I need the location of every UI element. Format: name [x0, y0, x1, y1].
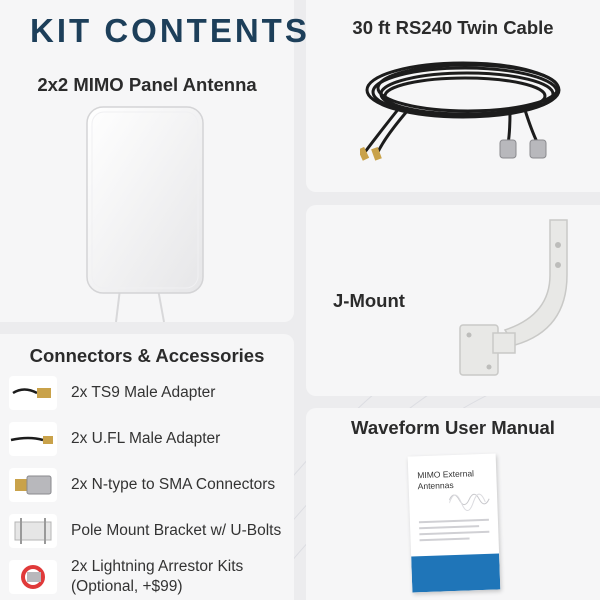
accessory-item-pole-mount [0, 511, 294, 551]
antenna-title: 2x2 MIMO Panel Antenna [37, 74, 257, 95]
accessory-label-line2: (Optional, +$99) [71, 578, 183, 595]
j-mount-image [455, 215, 580, 385]
manual-book-title-line1: MIMO External [417, 468, 475, 481]
accessory-label: 2x N-type to SMA Connectors [71, 476, 276, 493]
accessories-title: Connectors & Accessories [29, 345, 265, 366]
panel-antenna-image [80, 104, 210, 324]
user-manual-image [408, 454, 501, 593]
ufl-adapter-icon [9, 422, 57, 456]
manual-book-title-line2: Antennas [417, 479, 454, 492]
accessory-label-line1: 2x Lightning Arrestor Kits [71, 558, 244, 575]
accessory-label: Pole Mount Bracket w/ U-Bolts [71, 522, 282, 539]
pole-mount-bracket-icon [9, 514, 57, 548]
accessory-label: 2x U.FL Male Adapter [71, 430, 221, 447]
manual-title: Waveform User Manual [351, 417, 555, 438]
accessory-item-ts9 [0, 373, 294, 413]
manual-blue-block [411, 553, 500, 592]
accessory-item-ntype [0, 465, 294, 505]
accessory-item-lightning-arrestor [0, 557, 294, 600]
cable-title: 30 ft RS240 Twin Cable [352, 17, 554, 38]
kit-contents-title: KIT CONTENTS [30, 12, 310, 49]
n-type-sma-connector-icon [9, 468, 57, 502]
manual-text-lines [419, 519, 490, 541]
accessory-label: 2x TS9 Male Adapter [71, 384, 216, 401]
lightning-arrestor-icon [9, 560, 57, 594]
jmount-title: J-Mount [333, 290, 405, 311]
accessory-item-ufl [0, 419, 294, 459]
twin-cable-image [360, 52, 570, 167]
ts9-adapter-icon [9, 376, 57, 410]
manual-wave-graphic [449, 484, 495, 516]
